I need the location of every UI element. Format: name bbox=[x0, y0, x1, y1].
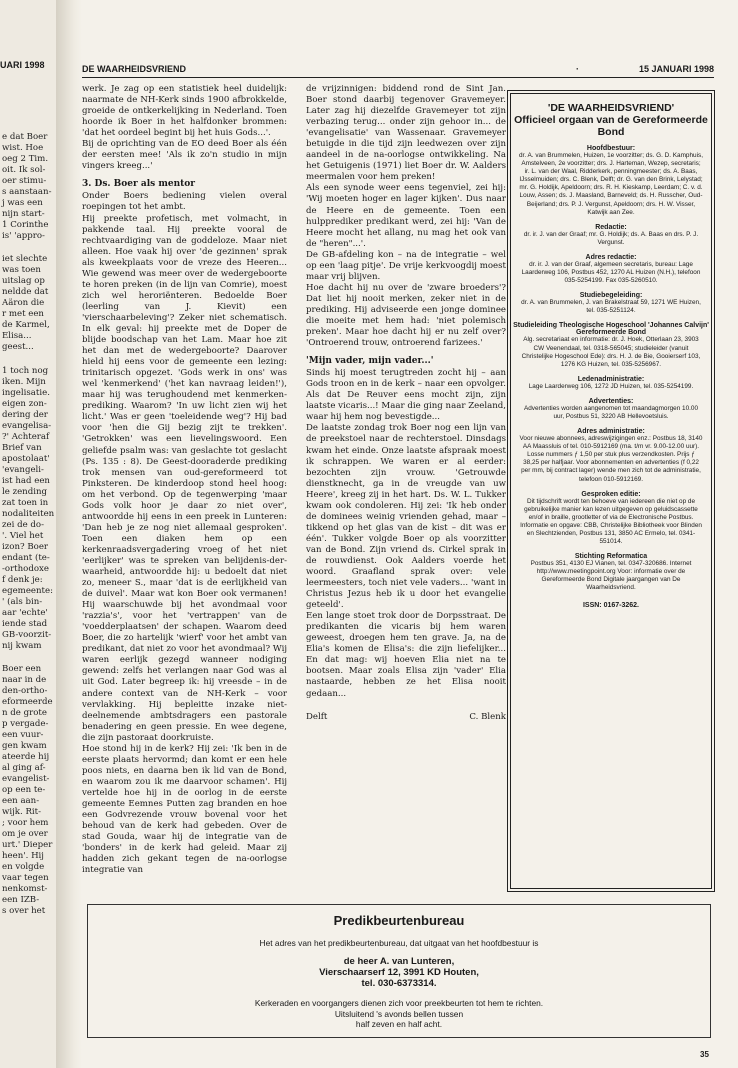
previous-page-line: ' (als bin- bbox=[2, 597, 43, 607]
masthead-subtitle: Officieel orgaan van de Gereformeerde Bond bbox=[514, 114, 708, 138]
page-number: 35 bbox=[700, 1050, 709, 1059]
masthead-section-heading: Studieleiding Theologische Hogeschool 'Johannes Calvijn' Gereformeerde Bond bbox=[513, 322, 709, 337]
previous-page-line: j was een bbox=[2, 198, 43, 208]
previous-page-line: dering der bbox=[2, 410, 48, 420]
header-rule bbox=[82, 77, 714, 78]
previous-page-line: evangelist- bbox=[2, 774, 50, 784]
previous-page-line: zat toen in bbox=[2, 498, 49, 508]
bureau-contact-address: Vierschaarserf 12, 3991 KD Houten, bbox=[319, 967, 479, 978]
previous-page-line: Aäron die bbox=[2, 298, 45, 308]
previous-page-line: nodaliteiten bbox=[2, 509, 55, 519]
previous-page-line: 'evangeli- bbox=[2, 465, 44, 475]
masthead-section-heading: Gesproken editie: bbox=[581, 490, 641, 498]
previous-page-line: e dat Boer bbox=[2, 132, 48, 142]
previous-page-line: izon? Boer bbox=[2, 542, 49, 552]
article-signature bbox=[306, 712, 506, 723]
previous-page-line: oeg 2 Tim. bbox=[2, 154, 49, 164]
previous-page-line: naar in de bbox=[2, 675, 47, 685]
previous-page-line: geest... bbox=[2, 342, 34, 352]
previous-page-line: op een te- bbox=[2, 785, 46, 795]
bureau-contact-phone: tel. 030-6373314. bbox=[361, 978, 437, 989]
previous-page-line: urt.' Dieper bbox=[2, 840, 53, 850]
issn-number: ISSN: 0167-3262. bbox=[582, 601, 640, 609]
binding-gutter bbox=[56, 0, 82, 1068]
bureau-title: Predikbeurtenbureau bbox=[333, 913, 465, 928]
masthead-title: 'DE WAARHEIDSVRIEND' bbox=[547, 102, 675, 114]
previous-page-line: s over het bbox=[2, 906, 46, 916]
previous-page-line: iet slechte bbox=[2, 254, 48, 264]
previous-page-line: oer stimu- bbox=[2, 176, 47, 186]
masthead-section-body: dr. A. van Brummelen, J. van Brakelstraat 59, 1271 WE Huizen, tel. 035-5251124. bbox=[521, 299, 701, 315]
bureau-note-line: half zeven en half acht. bbox=[355, 1019, 443, 1029]
predikbeurtenbureau-box bbox=[87, 904, 711, 1038]
magazine-page bbox=[82, 0, 722, 1068]
previous-page-line: een vuur- bbox=[2, 730, 44, 740]
previous-page-line: de Karmel, bbox=[2, 320, 50, 330]
previous-page-line: -orthodoxe bbox=[2, 564, 49, 574]
bureau-note-line: Uitsluitend 's avonds bellen tussen bbox=[334, 1008, 464, 1019]
masthead-section-body: Dit tijdschrift wordt ten behoeve van iedereen die niet op de gebruikelijke manier kan lezen uitgegeven op geluidscassette en/of in braille, grootletter of via de Electronische Postbus. Informatie en opgave: CBB, Christelijke Bibliotheek voor Blinden en Slechtzienden, Postbus 131, 3850 AC Ermelo, tel. 0341-551014. bbox=[520, 497, 702, 546]
previous-page-header: UARI 1998 bbox=[0, 60, 45, 70]
masthead-section-body: Lage Laarderweg 106, 1272 JD Huizen, tel. 035-5254199. bbox=[528, 382, 694, 390]
previous-page-line: ?' Achteraf bbox=[2, 432, 50, 442]
paragraph: De GB-afdeling kon – na de integratie – wel op een 'laag pitje'. De vrije kerkvoogdij moest maar vrij blijven. bbox=[306, 249, 506, 282]
section-heading: 3. Ds. Boer als mentor bbox=[82, 179, 196, 190]
previous-page-line: Brief van bbox=[2, 443, 42, 453]
previous-page-line: een IZB- bbox=[2, 895, 40, 905]
previous-page-line: GB-voorzit- bbox=[2, 630, 52, 640]
masthead-section-body: Voor nieuwe abonnees, adreswijzigingen enz.: Postbus 18, 3140 AA Maassluis of tel. 010-5912169 (ma. t/m vr. 9.00-12.00 uur). Losse nummers ƒ 1,50 per stuk plus verzendkosten. Prijs ƒ 38,25 per halfjaar. Voor abonnementen en advertenties (f 0,22 per mm, bij contract lager) wende men zich tot de administratie, telefoon 010-5912169. bbox=[519, 435, 703, 483]
previous-page-line: is' 'appro- bbox=[2, 231, 45, 241]
previous-page-line: f denk je: bbox=[2, 575, 43, 585]
previous-page-line: '. Viel het bbox=[2, 531, 44, 541]
masthead-section-heading: Studiebegeleiding: bbox=[579, 292, 643, 300]
previous-page-line: heen'. Hij bbox=[2, 851, 44, 861]
bureau-contact-name: de heer A. van Lunteren, bbox=[343, 956, 455, 967]
paragraph: Als een synode weer eens tegenviel, zei hij: 'Wij moeten hoger en lager kijken'. Dus naar de Heere en de gemeente. Toen een hulpprediker predikant werd, zei hij: 'Van de Heere mocht het allang, nu mag het ook van de "heren"...'. bbox=[306, 183, 506, 249]
masthead-section-body: Postbus 351, 4130 EJ Vianen, tel. 0347-320686. Internet http://www.meetingpoint.org Voor: informatie over de Gereformeerde Bond Digitale jaargangen van De Waarheidsvriend. bbox=[530, 560, 692, 592]
previous-page-line: Elisa... bbox=[2, 331, 32, 341]
previous-page-line: iken. Mijn bbox=[2, 377, 46, 387]
article-column-1 bbox=[82, 84, 287, 876]
masthead-section-body: dr. A. van Brummelen, Huizen, 1e voorzitter; ds. G. D. Kamphuis, Amstelveen, 2e voorzitter; drs. J. Harteman, Wezep, secretaris; ir. L. van der Waal, Ridderkerk, penningmeester; ds. A. Baas, IJsselmuiden; drs. C. Blenk, Delft; dr. G. van den Brink, Lelystad; mr. G. Holdijk, Apeldoorn; drs. R. H. Kieskamp, Leerdam; C. v. d. Louw, Assen; ds. J. Maasland, Barneveld; ds. H. Russcher, Oud-Beijerland; drs. P. J. Vergunst, Apeldoorn; drs. H. W. Visser, Katwijk aan Zee. bbox=[519, 152, 703, 216]
masthead-box bbox=[510, 93, 712, 889]
masthead-section-heading: Hoofdbestuur: bbox=[586, 145, 636, 152]
masthead-section-heading: Redactie: bbox=[595, 223, 627, 231]
previous-page-line: ingelisatie. bbox=[2, 388, 50, 398]
paragraph: Hoe stond hij in de kerk? Hij zei: 'Ik ben in de eerste plaats hervormd; dan komt er een hele poos niets, en daarna ben ik lid van de Bond, en waarom zou ik me daarvoor schamen'. Hij vertelde hoe hij in de oorlog in de eerste gemeente Eemnes Putten zag branden en hoe een Godvrezende vrouw bovenal voor het behoud van de kerk had gebeden. Over de stad Gouda, waar hij de integratie van de 'bonders' in de kerk had geleid. Maar zij hadden zich gekant tegen de na-oorlogse integratie van bbox=[82, 743, 287, 876]
previous-page-line: was toen bbox=[2, 265, 41, 275]
header-mark: · bbox=[576, 64, 579, 74]
previous-page-line: al ging af- bbox=[2, 763, 46, 773]
previous-page-line: zei de do- bbox=[2, 520, 44, 530]
previous-page-line: apostolaat' bbox=[2, 454, 50, 464]
masthead-section-heading: Ledenadministratie: bbox=[577, 375, 645, 383]
bureau-note bbox=[88, 998, 710, 1030]
previous-page-line: iende stad bbox=[2, 619, 48, 629]
previous-page-line: ateerde hij bbox=[2, 752, 50, 762]
previous-page-line: wijk. Rit- bbox=[2, 807, 42, 817]
previous-page-line: nenkomst- bbox=[2, 884, 48, 894]
previous-page-line: den-ortho- bbox=[2, 686, 48, 696]
bureau-intro: Het adres van het predikbeurtenbureau, dat uitgaat van het hoofdbestuur is bbox=[259, 938, 539, 948]
publication-title: DE WAARHEIDSVRIEND bbox=[82, 64, 187, 74]
previous-page-line: vaar tegen bbox=[2, 873, 49, 883]
previous-page-line: en volgde bbox=[2, 862, 45, 872]
signature-author: C. Blenk bbox=[469, 711, 506, 722]
previous-page-line: eformeerde bbox=[2, 697, 53, 707]
paragraph: Hij preekte profetisch, met volmacht, in pakkende taal. Hij preekte vooral de rechtvaardiging van de goddeloze. Maar niet alleen. Hoe vaak hij over 'de gezinnen' sprak als kweekplaats voor de vreze des Heeren... Wie gewend was meer over de wedergeboorte te horen preken (in de lijn van Comrie), moest zich wel heroriënteren. Bedoelde Boer (leerling van J. Kievit) een 'vierschaarbeleving'? Zeker niet schematisch. In elk geval: hij preekte met de Doper de blijde boodschap van het Lam. Maar hoe zit het dan met de wedergeboorte? Daarover hield hij eens voor de gemeente een lezing: trinitarisch opgezet. 'Gods werk in ons' was wel 'kenmerkend' ('het kan navraag leiden!'), maar hij was terughoudend met kenmerken-prediking. Waarom? 'In uw licht zien wij het licht.' Was er geen 'toeleidende weg'? Hij bad voor 'hen die Gij bezig zijt te trekken'. 'Getrokken' was een lievelingswoord. Een geliefde psalm was: van geslachte tot geslacht (Ps. 135 : 8). De Geest-dooraderde prediking trok mensen van oud-gereformeerd tot Pinksteren. De kinderdoop stond heel hoog: om het verbond. Op de tegenwerping 'maar Gods volk hoor je daar zo niet over', antwoordde hij eens in een preek in Lunteren: 'Dan heb je ze nog niet allemaal gesproken'. Toen een diaken hem op een kerkenraadsvergadering vroeg of het niet 'eerlijker' was te spreken van belijdenis-der-waarheid, antwoordde hij: u bedoelt dat niet zo, meneer S., maar 'dat is de eerlijkheid van de duivel'. Maar wat kon Boer ook vermanen! Hij waarschuwde bij het avondmaal voor 'razzia's', voor het 'vertrappen' van de 'voedderplaatsen' der schapen. Waarom deed Boer, die zo hartelijk 'wierf' voor het ambt van predikant, dat niet zo voor het avondmaal? Wij waren eerlijk gezegd wanneer nodiging gewend: zelfs het verlangen naar God was al uit God. Later begreep ik: hij vreesde – in de andere context van de NH-Kerk – voor vervlakking. Hij bepleitte inzake niet-deelnemende ambtsdragers een pastorale benadering en geen pressie. En wee degene, die zijn pastoraat doorkruiste. bbox=[82, 213, 287, 743]
paragraph: Hoe dacht hij nu over de 'zware broeders'? Dat liet hij nooit merken, zeker niet in de prediking. Hij adviseerde een jonge dominee die moeite met hem had: 'niet polemisch preken'. Maar hoe dacht hij er nu zelf over? 'Ontroerend trouw, ontroerend farizees.' bbox=[306, 282, 506, 349]
previous-page-line: endant (te- bbox=[2, 553, 50, 563]
previous-page-line: s aanstaan- bbox=[2, 187, 52, 197]
masthead-section-heading: Stichting Reformatica bbox=[574, 553, 648, 561]
previous-page-line: le zending bbox=[2, 487, 47, 497]
paragraph: Sinds hij moest terugtreden zocht hij – aan Gods troon en in de kerk – naar een opvolger. Als dat De Reuver eens mocht zijn, zijn laatste vicaris...! Maar die ging naar Zeeland, waar hij hem nog bevestigde... bbox=[306, 368, 506, 423]
paragraph: De laatste zondag trok Boer nog een lijn van de preekstoel naar de rechterstoel. Dinsdags kwam het einde. Onze laatste afspraak moest ik schrappen. We waren er al eerder: bezochten zijn vrouw. 'Getrouwde dienstknecht, ga in de vreugde van uw Heere', kreeg zij in het hart. Ds. W. L. Tukker kwam ook condoleren. Hij zei: 'Ik heb onder de dominees weinig vrienden gehad, maar – tikkend op het glas van de kist – dit was er één'. Tukker volgde Boer op als voorzitter van de Bond. Zijn vriend ds. Cirkel sprak in de rouwdienst. Ook Aalders voerde het woord. Graafland sprak over: vele leermeesters, toch niet vele vaders... 'want in Christus Jezus heb ik u door het evangelie geteeld'. bbox=[306, 423, 506, 611]
previous-page-line: gen kwam bbox=[2, 741, 47, 751]
issue-date: 15 JANUARI 1998 bbox=[638, 64, 714, 74]
previous-page-line: om je over bbox=[2, 829, 48, 839]
bureau-note-line: Kerkeraden en voorgangers dienen zich voor preekbeurten tot hem te richten. bbox=[254, 998, 544, 1008]
previous-page-line: egemeente: bbox=[2, 586, 53, 596]
previous-page-line: uitslag op bbox=[2, 276, 45, 286]
previous-page-line: 1 toch nog bbox=[2, 366, 49, 376]
previous-page-line: ist had een bbox=[2, 476, 50, 486]
previous-page-line: evangelisa- bbox=[2, 421, 52, 431]
previous-page-line: p vergade- bbox=[2, 719, 49, 729]
previous-page-line: aar 'echte' bbox=[2, 608, 48, 618]
bureau-contact bbox=[88, 956, 710, 989]
previous-page-line: een aan- bbox=[2, 796, 40, 806]
masthead-section-body: Alg. secretariaat en informatie: dr. J. Hoek, Otterlaan 23, 3903 CW Veenendaal, tel. 0318-565045; studieleider (vanuit Christelijke Hogeschool Ede): drs. H. J. de Bie, Gooierserf 103, 1276 KG Huizen, tel. 035-5256967. bbox=[521, 336, 701, 368]
paragraph: de vrijzinnigen: biddend rond de Sint Jan. Boer stond daarbij tegenover Gravemeyer. Later zag hij diezelfde Gravemeyer tot zijn verbazing terug... onder zijn gehoor in... de 'evangelisatie' van Wassenaar. Gravemeyer betuigde in die tijd zijn leedwezen over zijn aandeel in de na-oorlogse ontwikkeling. Na het Getuigenis (1971) liet Boer dr. W. Aalders meermalen voor hem preken! bbox=[306, 84, 506, 183]
masthead-section-heading: Adres redactie: bbox=[585, 253, 637, 261]
previous-page-line: nijn start- bbox=[2, 209, 45, 219]
paragraph: werk. Je zag op een statistiek heel duidelijk: naarmate de NH-Kerk sinds 1900 afbrokkelde, groeide de ontkerkelijking in Nederland. Toen hoorde ik Boer in het halfdonker brommen: 'dat het oordeel begint bij het huis Gods...'. bbox=[82, 84, 287, 139]
masthead-section-body: dr. ir. J. van der Graaf; mr. G. Holdijk; ds. A. Baas en drs. P. J. Vergunst. bbox=[523, 230, 699, 246]
paragraph: Bij de oprichting van de EO deed Boer als één der eersten mee! 'Als ik zo'n studio in mijn vingers kreeg...' bbox=[82, 139, 287, 172]
masthead-section-heading: Adres administratie: bbox=[577, 428, 645, 436]
previous-page-line: wist. Hoe bbox=[2, 143, 44, 153]
previous-page-line: nij kwam bbox=[2, 641, 42, 651]
masthead-section-body: Advertenties worden aangenomen tot maandagmorgen 10.00 uur, Postbus 51, 3220 AB Hellevoetsluis. bbox=[523, 404, 699, 420]
paragraph: Een lange stoet trok door de Dorpsstraat. De predikanten die vicaris bij hem waren geweest, droegen hem ten grave. Ja, na de Elia's komen de Elisa's: die zijn liefelijker... En dat mag: wij hoeven Elia niet na te bootsen. Maar zoals Elisa zijn 'vader' Elia nastaarde, hebben ze het Elisa nooit gedaan... bbox=[306, 611, 506, 699]
previous-page-line: eigen zon- bbox=[2, 399, 47, 409]
previous-page-line: 1 Corinthe bbox=[2, 220, 49, 230]
paragraph: Onder Boers bediening vielen overal roepingen tot het ambt. bbox=[82, 191, 287, 213]
previous-page-line: n de grote bbox=[2, 708, 47, 718]
masthead-section-body: dr. ir. J. van der Graaf, algemeen secretaris, bureau: Lage Laarderweg 106, Postbus 452, 1270 AL Huizen (N.H.), telefoon 035-5254199. Fax 035-5260510. bbox=[521, 260, 701, 285]
signature-place: Delft bbox=[306, 711, 328, 722]
masthead-sections bbox=[511, 145, 711, 593]
previous-page-line: r met een bbox=[2, 309, 44, 319]
previous-page-line: ; voor hem bbox=[2, 818, 49, 828]
previous-page-edge bbox=[0, 0, 57, 1068]
section-heading: 'Mijn vader, mijn vader...' bbox=[306, 356, 434, 367]
previous-page-line: neldde dat bbox=[2, 287, 49, 297]
article-column-2 bbox=[306, 84, 506, 723]
masthead-section-heading: Advertenties: bbox=[588, 397, 634, 405]
previous-page-line: Boer een bbox=[2, 664, 42, 674]
previous-page-line: oit. Ik sol- bbox=[2, 165, 46, 175]
